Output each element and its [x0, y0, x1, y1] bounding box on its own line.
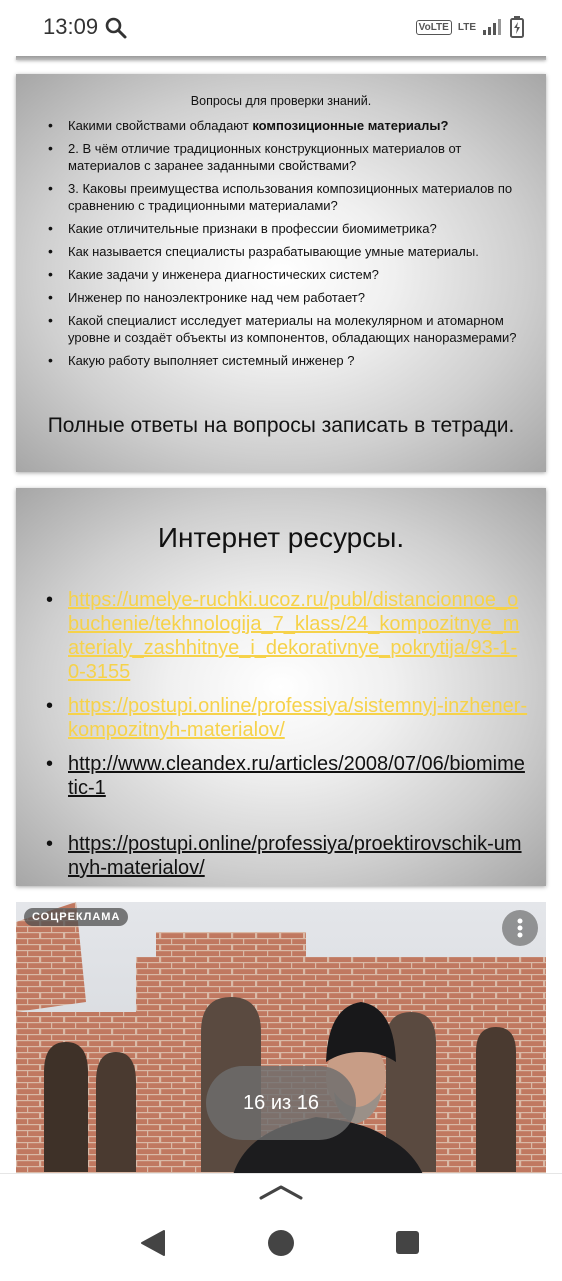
- social-ad-label: СОЦРЕКЛАМА: [24, 908, 128, 926]
- page-counter: 16 из 16: [206, 1066, 356, 1140]
- resource-link[interactable]: • https://umelye-ruchki.ucoz.ru/publ/distancionnoe_obuchenie/tekhnologija_7_klass/24_kompozitnye_materialy_zashhitnye_i_dekorativnye_pokrytija/93-1-0-3155: [46, 588, 528, 684]
- list-item: • Инженер по наноэлектронике над чем работает?: [48, 289, 524, 306]
- resource-link[interactable]: • http://www.cleandex.ru/articles/2008/07/06/biomimetic-1: [46, 752, 528, 800]
- more-vertical-icon[interactable]: [502, 910, 538, 946]
- list-item: • Какую работу выполняет системный инженер ?: [48, 352, 524, 369]
- resource-link[interactable]: • https://postupi.online/professiya/proektirovschik-umnyh-materialov/: [46, 832, 528, 880]
- home-icon[interactable]: [268, 1230, 294, 1256]
- questions-list: [48, 117, 524, 375]
- search-icon: [104, 16, 128, 40]
- battery-charging-icon: [510, 16, 524, 38]
- list-item: • Как называется специалисты разрабатывающие умные материалы.: [48, 243, 524, 260]
- lte-label: LTE: [457, 21, 476, 33]
- status-bar: [0, 0, 562, 56]
- list-item: • Какие отличительные признаки в профессии биомиметрика?: [48, 220, 524, 237]
- previous-slide-edge: [16, 56, 546, 60]
- slide-internet-resources[interactable]: [16, 488, 546, 886]
- list-item: • 3. Каковы преимущества использования композиционных материалов по сравнению с традиционными материалами?: [48, 180, 524, 214]
- list-item: • 2. В чём отличие традиционных конструкционных материалов от материалов с заранее заданными свойствами?: [48, 140, 524, 174]
- slide-footer-note: Полные ответы на вопросы записать в тетради.: [47, 414, 515, 437]
- chevron-up-icon[interactable]: [259, 1184, 303, 1200]
- slide-questions[interactable]: [16, 74, 546, 472]
- slide-title: Интернет ресурсы.: [157, 522, 405, 553]
- volte-badge: VoLTE: [416, 20, 452, 35]
- list-item: • Какими свойствами обладают композиционные материалы?: [48, 117, 524, 134]
- slide-title: Вопросы для проверки знаний.: [190, 94, 372, 108]
- status-time: 13:09: [43, 14, 99, 39]
- slides-feed[interactable]: [0, 56, 562, 1173]
- list-item: • Какие задачи у инженера диагностических систем?: [48, 266, 524, 283]
- back-icon[interactable]: [140, 1229, 166, 1257]
- links-list: [46, 588, 528, 890]
- recent-apps-icon[interactable]: [396, 1231, 419, 1254]
- signal-icon: [482, 18, 504, 36]
- bottom-panel: [0, 1173, 562, 1281]
- resource-link[interactable]: • https://postupi.online/professiya/sistemnyj-inzhener-kompozitnyh-materialov/: [46, 694, 528, 742]
- list-item: • Какой специалист исследует материалы на молекулярном и атомарном уровне и создаёт объекты из компонентов, обладающих наноразмерами?: [48, 312, 524, 346]
- status-indicators: [416, 16, 524, 38]
